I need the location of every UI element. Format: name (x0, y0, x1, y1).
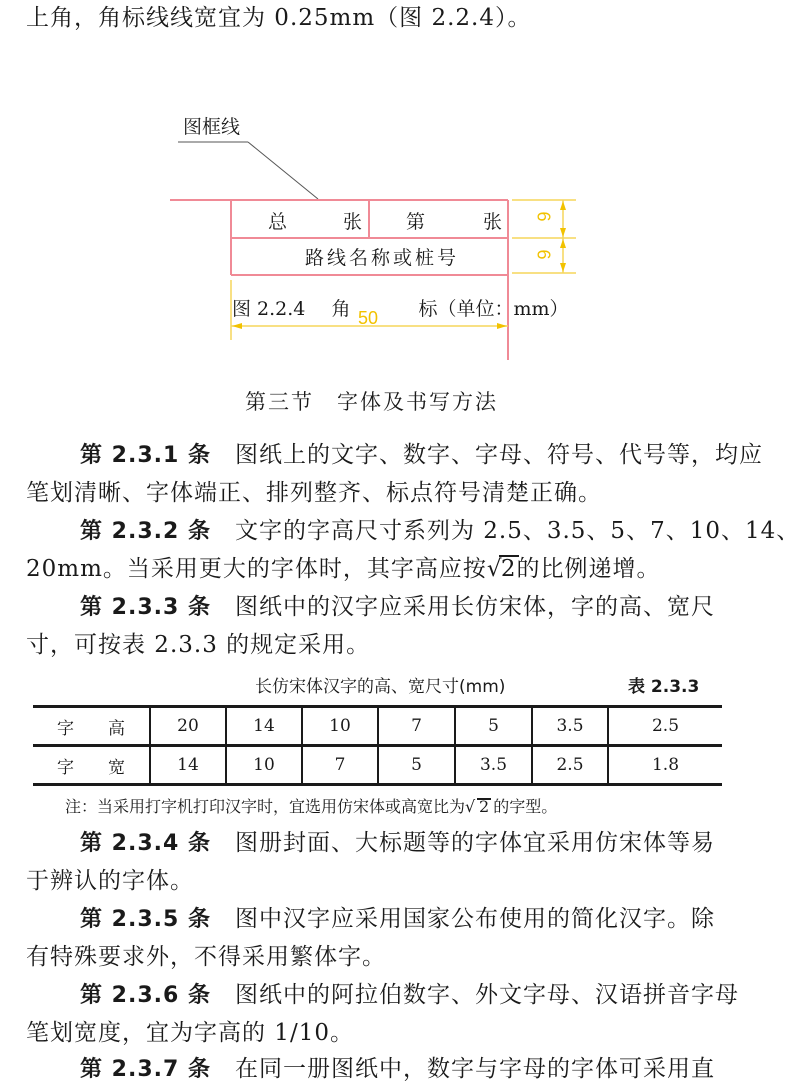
clause-2-3-2 (80, 516, 800, 547)
table-cell: 14 (150, 746, 226, 785)
clause-label: 第 2.3.1 条 (80, 443, 211, 468)
caption-title-b: 标（单位：mm） (418, 298, 569, 320)
figure-lines (0, 0, 800, 380)
clause-2-3-7 (80, 1054, 715, 1085)
clause-2-3-6 (80, 980, 739, 1011)
clause-text: 20mm。当采用更大的字体时，其字高应按 (26, 556, 487, 582)
cell-route: 路线名称或桩号 (305, 247, 460, 269)
dim-row2: 6 (533, 249, 554, 260)
intro-line: 上角，角标线线宽宜为 0.25mm（图 2.2.4）。 (26, 5, 532, 31)
clause-text: 在同一册图纸中，数字与字母的字体可采用直 (234, 1056, 715, 1082)
table-cell: 1.8 (608, 746, 722, 785)
clause-label: 第 2.3.4 条 (80, 831, 211, 856)
clause-text: 的比例递增。 (516, 556, 661, 582)
table-note (65, 794, 557, 817)
note-text: 的字型。 (493, 797, 558, 816)
clause-2-3-2-cont (26, 554, 661, 584)
caption-title-a: 角 (331, 298, 351, 320)
cell-page-right: 张 (483, 211, 503, 233)
clause-text: 图纸中的阿拉伯数字、外文字母、汉语拼音字母 (234, 982, 739, 1008)
table-cell: 20 (150, 707, 226, 746)
note-text: 注：当采用打字机打印汉字时，宜选用仿宋体或高宽比为 (65, 797, 466, 816)
cell-page-left: 第 (406, 211, 426, 233)
sqrt-value: 2 (479, 797, 490, 816)
table-cell: 2.5 (532, 746, 608, 785)
table-cell: 3.5 (455, 746, 532, 785)
sqrt-value: 2 (500, 556, 517, 582)
clause-2-3-4 (80, 828, 715, 859)
dim-width: 50 (358, 308, 379, 328)
sqrt-symbol: √ 2 (486, 556, 517, 582)
table-row-width (33, 746, 722, 785)
table-cell: 5 (378, 746, 455, 785)
clause-label: 第 2.3.3 条 (80, 595, 211, 620)
row-header: 字 高 (57, 718, 125, 739)
table-cell: 5 (455, 707, 532, 746)
caption-number: 图 2.2.4 (232, 298, 306, 320)
font-size-table (33, 705, 722, 786)
figure-caption (232, 294, 569, 321)
cell-total-left: 总 (268, 211, 288, 233)
cell-total-right: 张 (343, 211, 363, 233)
clause-2-3-5 (80, 904, 715, 935)
callout-label: 图框线 (183, 116, 241, 138)
clause-2-3-1-cont: 笔划清晰、字体端正、排列整齐、标点符号清楚正确。 (26, 480, 602, 506)
clause-label: 第 2.3.2 条 (80, 519, 211, 544)
table-row-height (33, 707, 722, 746)
clause-2-3-1 (80, 440, 763, 471)
table-cell: 7 (302, 746, 378, 785)
clause-2-3-4-cont: 于辨认的字体。 (26, 868, 194, 894)
clause-2-3-3-cont: 寸，可按表 2.3.3 的规定采用。 (26, 632, 371, 658)
clause-text: 图中汉字应采用国家公布使用的简化汉字。除 (234, 906, 715, 932)
clause-text: 图纸上的文字、数字、字母、符号、代号等，均应 (234, 442, 763, 468)
clause-text: 文字的字高尺寸系列为 2.5、3.5、5、7、10、14、 (234, 518, 800, 544)
clause-text: 图册封面、大标题等的字体宜采用仿宋体等易 (234, 830, 715, 856)
table-cell: 3.5 (532, 707, 608, 746)
table-cell: 14 (226, 707, 302, 746)
clause-2-3-6-cont: 笔划宽度，宜为字高的 1/10。 (26, 1020, 354, 1046)
section-title: 第三节 字体及书写方法 (245, 390, 498, 414)
dim-row1: 6 (533, 211, 554, 222)
row-header: 字 宽 (57, 757, 125, 778)
sqrt-symbol: √ 2 (465, 797, 490, 816)
table-cell: 10 (226, 746, 302, 785)
clause-2-3-3 (80, 592, 715, 623)
table-cell: 10 (302, 707, 378, 746)
table-cell: 2.5 (608, 707, 722, 746)
clause-label: 第 2.3.6 条 (80, 983, 211, 1008)
clause-2-3-5-cont: 有特殊要求外，不得采用繁体字。 (26, 944, 386, 970)
table-caption: 长仿宋体汉字的高、宽尺寸(mm) (255, 677, 506, 697)
table-number: 表 2.3.3 (628, 677, 700, 697)
table-cell: 7 (378, 707, 455, 746)
clause-label: 第 2.3.5 条 (80, 907, 211, 932)
clause-text: 图纸中的汉字应采用长仿宋体，字的高、宽尺 (234, 594, 715, 620)
clause-label: 第 2.3.7 条 (80, 1057, 211, 1082)
